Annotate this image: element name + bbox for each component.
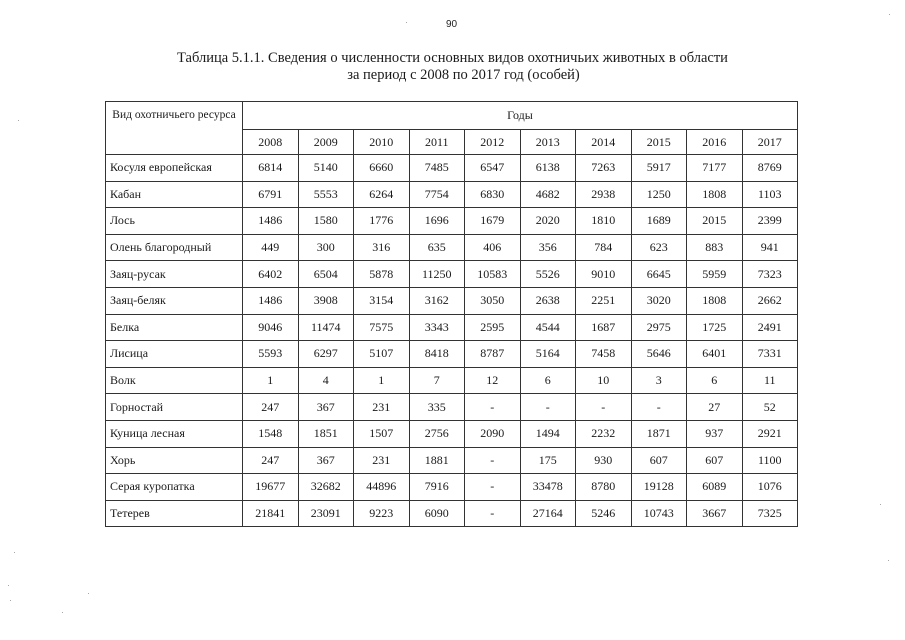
population-value-cell: 8787 (465, 341, 521, 368)
table-row (106, 474, 798, 501)
population-value-cell: 2662 (742, 287, 798, 314)
years-column-group-header: Годы (243, 102, 798, 130)
population-value-cell: 33478 (520, 474, 576, 501)
population-value-cell: 6504 (298, 261, 354, 288)
resource-column-header: Вид охотничьего ресурса (106, 102, 243, 155)
population-value-cell: 335 (409, 394, 465, 421)
population-value-cell: 6090 (409, 500, 465, 527)
resource-name-cell: Олень благородный (106, 234, 243, 261)
resource-name-cell: Кабан (106, 181, 243, 208)
population-value-cell: 1100 (742, 447, 798, 474)
population-value-cell: 5526 (520, 261, 576, 288)
year-header-cell: 2017 (742, 130, 798, 155)
population-value-cell: 6264 (354, 181, 410, 208)
population-value-cell: 6 (520, 367, 576, 394)
population-value-cell: 635 (409, 234, 465, 261)
population-value-cell: 406 (465, 234, 521, 261)
population-value-cell: 449 (243, 234, 299, 261)
population-value-cell: 623 (631, 234, 687, 261)
population-value-cell: 3020 (631, 287, 687, 314)
population-value-cell: 1486 (243, 287, 299, 314)
population-value-cell: 1687 (576, 314, 632, 341)
resource-name-cell: Серая куропатка (106, 474, 243, 501)
scan-speck (18, 120, 19, 121)
population-value-cell: 5959 (687, 261, 743, 288)
population-value-cell: 6089 (687, 474, 743, 501)
population-value-cell: 19128 (631, 474, 687, 501)
year-header-cell: 2013 (520, 130, 576, 155)
population-value-cell: 9223 (354, 500, 410, 527)
table-row (106, 181, 798, 208)
population-value-cell: 175 (520, 447, 576, 474)
population-value-cell: 1851 (298, 420, 354, 447)
population-value-cell: - (465, 394, 521, 421)
year-header-cell: 2011 (409, 130, 465, 155)
population-value-cell: 27 (687, 394, 743, 421)
population-value-cell: 10743 (631, 500, 687, 527)
population-value-cell: - (465, 500, 521, 527)
population-value-cell: 316 (354, 234, 410, 261)
population-value-cell: 6791 (243, 181, 299, 208)
population-value-cell: 7177 (687, 155, 743, 182)
population-value-cell: 4682 (520, 181, 576, 208)
table-row (106, 394, 798, 421)
population-value-cell: 5917 (631, 155, 687, 182)
population-value-cell: 247 (243, 447, 299, 474)
population-value-cell: 19677 (243, 474, 299, 501)
population-value-cell: 300 (298, 234, 354, 261)
population-value-cell: 3050 (465, 287, 521, 314)
scan-speck (888, 560, 889, 561)
resource-name-cell: Косуля европейская (106, 155, 243, 182)
population-value-cell: 6138 (520, 155, 576, 182)
table-caption (0, 50, 905, 84)
hunting-animals-table (105, 101, 798, 527)
population-value-cell: 2975 (631, 314, 687, 341)
population-value-cell: 937 (687, 420, 743, 447)
population-value-cell: 356 (520, 234, 576, 261)
population-value-cell: 2921 (742, 420, 798, 447)
resource-name-cell: Тетерев (106, 500, 243, 527)
scan-speck (62, 612, 63, 613)
resource-name-cell: Лисица (106, 341, 243, 368)
population-value-cell: 367 (298, 447, 354, 474)
population-value-cell: 3162 (409, 287, 465, 314)
population-value-cell: 6830 (465, 181, 521, 208)
population-value-cell: 27164 (520, 500, 576, 527)
population-value-cell: 930 (576, 447, 632, 474)
population-value-cell: 1076 (742, 474, 798, 501)
year-header-cell: 2009 (298, 130, 354, 155)
population-value-cell: 9010 (576, 261, 632, 288)
population-value-cell: 607 (631, 447, 687, 474)
population-value-cell: 3 (631, 367, 687, 394)
population-value-cell: 7323 (742, 261, 798, 288)
year-header-cell: 2008 (243, 130, 299, 155)
population-value-cell: 4 (298, 367, 354, 394)
scan-speck (406, 22, 407, 23)
caption-line-1: Таблица 5.1.1. Сведения о численности основных видов охотничьих животных в области (177, 50, 728, 66)
year-header-cell: 2014 (576, 130, 632, 155)
population-value-cell: 6401 (687, 341, 743, 368)
population-value-cell: 1808 (687, 287, 743, 314)
population-value-cell: 52 (742, 394, 798, 421)
population-value-cell: 8769 (742, 155, 798, 182)
population-value-cell: 3908 (298, 287, 354, 314)
population-value-cell: 5553 (298, 181, 354, 208)
year-header-cell: 2015 (631, 130, 687, 155)
population-value-cell: 607 (687, 447, 743, 474)
scan-speck (889, 14, 890, 15)
population-value-cell: 6 (687, 367, 743, 394)
population-value-cell: 1679 (465, 208, 521, 235)
population-value-cell: 1507 (354, 420, 410, 447)
population-value-cell: 2938 (576, 181, 632, 208)
population-value-cell: 2015 (687, 208, 743, 235)
population-value-cell: 3343 (409, 314, 465, 341)
scan-speck (8, 585, 9, 586)
table-row (106, 341, 798, 368)
caption-line-2: за период с 2008 по 2017 год (особей) (347, 67, 580, 83)
population-value-cell: 1494 (520, 420, 576, 447)
population-value-cell: 2756 (409, 420, 465, 447)
population-value-cell: 1 (243, 367, 299, 394)
population-value-cell: 32682 (298, 474, 354, 501)
population-value-cell: 11250 (409, 261, 465, 288)
population-value-cell: 5246 (576, 500, 632, 527)
header-row-top (106, 102, 798, 130)
population-value-cell: 1881 (409, 447, 465, 474)
population-value-cell: 7 (409, 367, 465, 394)
population-value-cell: 8780 (576, 474, 632, 501)
population-value-cell: 7331 (742, 341, 798, 368)
table-body (106, 155, 798, 527)
population-value-cell: 10583 (465, 261, 521, 288)
year-header-cell: 2016 (687, 130, 743, 155)
population-value-cell: 7916 (409, 474, 465, 501)
population-value-cell: 1696 (409, 208, 465, 235)
table-row (106, 447, 798, 474)
population-value-cell: 5878 (354, 261, 410, 288)
population-value-cell: 12 (465, 367, 521, 394)
population-value-cell: 5593 (243, 341, 299, 368)
population-value-cell: 2491 (742, 314, 798, 341)
population-value-cell: 784 (576, 234, 632, 261)
population-value-cell: 1776 (354, 208, 410, 235)
population-value-cell: - (465, 447, 521, 474)
population-value-cell: 1871 (631, 420, 687, 447)
population-value-cell: 5140 (298, 155, 354, 182)
population-value-cell: 7754 (409, 181, 465, 208)
population-value-cell: 6660 (354, 155, 410, 182)
population-value-cell: - (631, 394, 687, 421)
table-row (106, 208, 798, 235)
resource-name-cell: Лось (106, 208, 243, 235)
population-value-cell: 247 (243, 394, 299, 421)
population-value-cell: 23091 (298, 500, 354, 527)
population-value-cell: 6402 (243, 261, 299, 288)
table-row (106, 500, 798, 527)
population-value-cell: 1725 (687, 314, 743, 341)
resource-name-cell: Куница лесная (106, 420, 243, 447)
scan-speck (10, 600, 11, 601)
population-value-cell: 1486 (243, 208, 299, 235)
population-value-cell: 5107 (354, 341, 410, 368)
resource-name-cell: Волк (106, 367, 243, 394)
population-value-cell: 367 (298, 394, 354, 421)
table-row (106, 155, 798, 182)
population-value-cell: 2595 (465, 314, 521, 341)
population-value-cell: 21841 (243, 500, 299, 527)
population-value-cell: 6297 (298, 341, 354, 368)
scan-speck (88, 593, 89, 594)
table-row (106, 420, 798, 447)
population-value-cell: 6547 (465, 155, 521, 182)
population-value-cell: 6645 (631, 261, 687, 288)
population-value-cell: 1103 (742, 181, 798, 208)
population-value-cell: 1580 (298, 208, 354, 235)
population-value-cell: 2251 (576, 287, 632, 314)
population-value-cell: 2232 (576, 420, 632, 447)
table-row (106, 367, 798, 394)
population-value-cell: 1810 (576, 208, 632, 235)
population-value-cell: 7575 (354, 314, 410, 341)
scan-speck (880, 504, 881, 505)
population-value-cell: 3667 (687, 500, 743, 527)
table-row (106, 261, 798, 288)
population-value-cell: 1808 (687, 181, 743, 208)
population-value-cell: 883 (687, 234, 743, 261)
population-value-cell: 10 (576, 367, 632, 394)
population-value-cell: 1250 (631, 181, 687, 208)
population-value-cell: 7458 (576, 341, 632, 368)
population-value-cell: 7485 (409, 155, 465, 182)
resource-name-cell: Горностай (106, 394, 243, 421)
page-number: 90 (445, 19, 458, 30)
resource-name-cell: Хорь (106, 447, 243, 474)
population-value-cell: 6814 (243, 155, 299, 182)
population-value-cell: 2020 (520, 208, 576, 235)
population-value-cell: 1548 (243, 420, 299, 447)
population-value-cell: 11 (742, 367, 798, 394)
population-value-cell: 7325 (742, 500, 798, 527)
population-value-cell: 1689 (631, 208, 687, 235)
population-value-cell: 2399 (742, 208, 798, 235)
resource-name-cell: Заяц-беляк (106, 287, 243, 314)
population-value-cell: 5164 (520, 341, 576, 368)
population-value-cell: 1 (354, 367, 410, 394)
population-value-cell: - (465, 474, 521, 501)
scan-speck (14, 552, 15, 553)
population-value-cell: 9046 (243, 314, 299, 341)
resource-name-cell: Белка (106, 314, 243, 341)
year-header-cell: 2012 (465, 130, 521, 155)
resource-name-cell: Заяц-русак (106, 261, 243, 288)
population-value-cell: 11474 (298, 314, 354, 341)
table-row (106, 314, 798, 341)
population-value-cell: - (520, 394, 576, 421)
table-row (106, 234, 798, 261)
population-value-cell: 941 (742, 234, 798, 261)
population-value-cell: 44896 (354, 474, 410, 501)
population-value-cell: 7263 (576, 155, 632, 182)
population-value-cell: 2090 (465, 420, 521, 447)
population-value-cell: 231 (354, 394, 410, 421)
population-value-cell: 2638 (520, 287, 576, 314)
population-value-cell: - (576, 394, 632, 421)
population-value-cell: 231 (354, 447, 410, 474)
population-value-cell: 3154 (354, 287, 410, 314)
population-value-cell: 4544 (520, 314, 576, 341)
year-header-cell: 2010 (354, 130, 410, 155)
population-value-cell: 8418 (409, 341, 465, 368)
population-value-cell: 5646 (631, 341, 687, 368)
table-row (106, 287, 798, 314)
